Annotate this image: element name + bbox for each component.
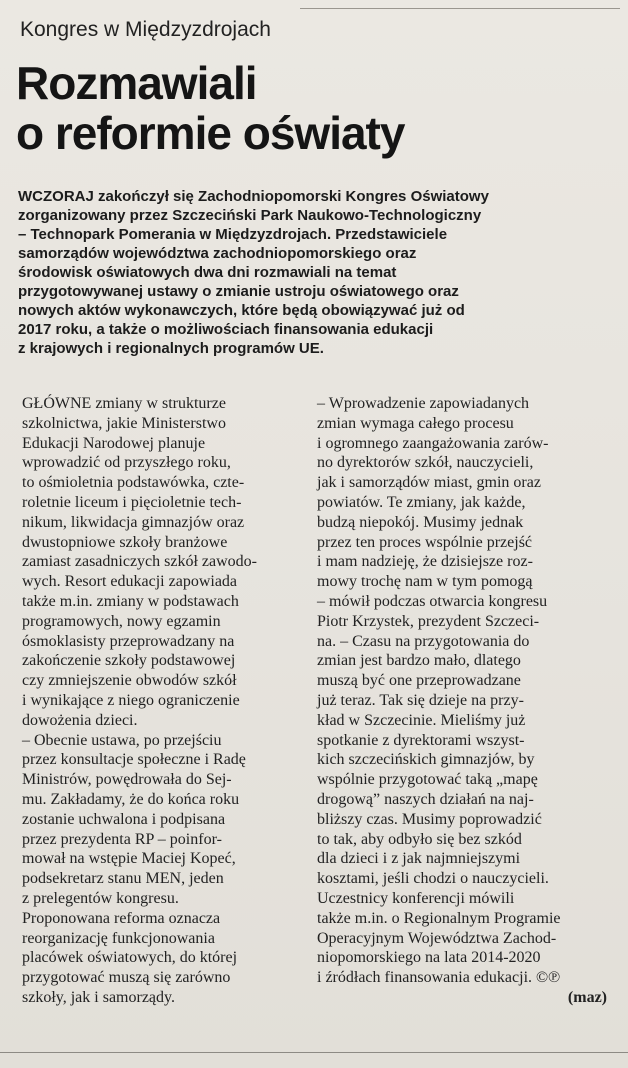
body-line: wprowadzić od przyszłego roku, [22, 454, 231, 472]
bottom-rule [0, 1052, 628, 1053]
body-line: Piotr Krzystek, prezydent Szczeci- [317, 612, 540, 630]
body-line: spotkanie z dyrektorami wszyst- [317, 731, 525, 749]
body-line: zostanie uchwalona i podpisana [22, 810, 226, 828]
body-line: zakończenie szkoły podstawowej [22, 652, 236, 670]
headline-line: Rozmawiali [16, 57, 257, 109]
body-line: także m.in. zmiany w podstawach [22, 592, 239, 610]
body-line: Edukacji Narodowej planuje [22, 434, 206, 452]
body-line: przez ten proces wspólnie przejść [317, 533, 533, 551]
body-line: – mówił podczas otwarcia kongresu [317, 592, 548, 610]
body-line: i źródłach finansowania edukacji. ©℗ [317, 969, 561, 987]
lead-line: samorządów województwa zachodniopomorskiego oraz [18, 245, 417, 262]
body-line: i mam nadzieję, że dzisiejsze roz- [317, 553, 533, 571]
body-line: także m.in. o Regionalnym Programie [317, 909, 561, 927]
body-line: kich szczecińskich gimnazjów, by [317, 751, 535, 769]
body-line: reorganizację funkcjonowania [22, 929, 215, 947]
lead-line: z krajowych i regionalnych programów UE. [18, 340, 324, 357]
article-lead [18, 187, 608, 358]
body-line: Uczestnicy konferencji mówili [317, 889, 515, 907]
body-line: dla dzieci i z jak najmniejszymi [317, 850, 521, 868]
lead-line: WCZORAJ zakończył się Zachodniopomorski Kongres Oświatowy [18, 188, 489, 205]
body-line: przygotować muszą się zarówno [22, 969, 231, 987]
body-line: i wynikające z niego ograniczenie [22, 691, 240, 709]
article-kicker: Kongres w Międzyzdrojach [20, 18, 271, 41]
body-line: na. – Czasu na przygotowania do [317, 632, 530, 650]
body-line: GŁÓWNE zmiany w strukturze [22, 395, 226, 412]
right-column [317, 394, 607, 1008]
body-line: mu. Zakładamy, że do końca roku [22, 790, 240, 808]
body-line: mował na wstępie Maciej Kopeć, [22, 850, 236, 868]
body-line: kosztami, jeśli chodzi o nauczycieli. [317, 870, 549, 888]
top-rule [300, 8, 620, 9]
lead-line: – Technopark Pomerania w Międzyzdrojach. Przedstawiciele [18, 226, 448, 243]
body-line: Ministrów, powędrowała do Sej- [22, 771, 232, 789]
body-line: to tak, aby odbyło się bez szkód [317, 830, 522, 848]
body-line: to ośmioletnia podstawówka, czte- [22, 474, 245, 492]
body-line: wych. Resort edukacji zapowiada [22, 573, 238, 591]
lead-line: środowisk oświatowych dwa dni rozmawiali na temat [18, 264, 397, 281]
body-line: niopomorskiego na lata 2014-2020 [317, 949, 541, 967]
body-line: przez prezydenta RP – poinfor- [22, 830, 222, 848]
author-signature: (maz) [567, 988, 607, 1006]
body-line: drogową” naszych działań na naj- [317, 790, 534, 808]
body-line: przez konsultacje społeczne i Radę [22, 751, 246, 769]
body-line: budzą niepokój. Musimy jednak [317, 513, 524, 531]
body-line: zmian jest bardzo mało, dlatego [317, 652, 521, 670]
body-line: nikum, likwidacja gimnazjów oraz [22, 513, 245, 531]
body-line: Operacyjnym Województwa Zachod- [317, 929, 557, 947]
body-line: muszą być one przeprowadzane [317, 672, 521, 690]
body-line: mowy trochę nam w tym pomogą [317, 573, 533, 591]
left-column [22, 394, 307, 1008]
headline-line: o reformie oświaty [16, 107, 405, 159]
lead-line: nowych aktów wykonawczych, które będą obowiązywać już od [18, 302, 465, 319]
body-line: już teraz. Tak się dzieje na przy- [317, 691, 524, 709]
body-line: Proponowana reforma oznacza [22, 909, 221, 927]
body-line: z prelegentów kongresu. [22, 889, 179, 907]
body-line: placówek oświatowych, do której [22, 949, 238, 967]
body-line: podsekretarz stanu MEN, jeden [22, 870, 224, 888]
lead-line: zorganizowany przez Szczeciński Park Naukowo-Technologiczny [18, 207, 482, 224]
body-line: roletnie liceum i pięcioletnie tech- [22, 493, 242, 511]
lead-line: przygotowywanej ustawy o zmianie ustroju oświatowego oraz [18, 283, 459, 300]
body-line: programowych, nowy egzamin [22, 612, 221, 630]
body-line: – Obecnie ustawa, po przejściu [22, 731, 222, 749]
body-line: powiatów. Te zmiany, jak każde, [317, 493, 526, 511]
body-line: bliższy czas. Musimy poprowadzić [317, 810, 542, 828]
body-line: dwustopniowe szkoły branżowe [22, 533, 228, 551]
body-line: i ogromnego zaangażowania zarów- [317, 434, 549, 452]
body-line: zamiast zasadniczych szkół zawodo- [22, 553, 258, 571]
article-headline [16, 58, 606, 158]
body-line: szkolnictwa, jakie Ministerstwo [22, 414, 226, 432]
body-line: szkoły, jak i samorządy. [22, 988, 175, 1006]
body-line: czy zmniejszenie obwodów szkół [22, 672, 237, 690]
lead-line: 2017 roku, a także o możliwościach finansowania edukacji [18, 321, 434, 338]
body-line: – Wprowadzenie zapowiadanych [317, 395, 530, 412]
body-line: wspólnie przygotować taką „mapę [317, 771, 538, 789]
body-line: no dyrektorów szkół, nauczycieli, [317, 454, 534, 472]
body-line: kład w Szczecinie. Mieliśmy już [317, 711, 526, 729]
body-line: ósmoklasisty przeprowadzany na [22, 632, 235, 650]
body-line: zmian wymaga całego procesu [317, 414, 514, 432]
body-line: dowożenia dzieci. [22, 711, 138, 729]
body-line: jak i samorządów miast, gmin oraz [317, 474, 541, 492]
